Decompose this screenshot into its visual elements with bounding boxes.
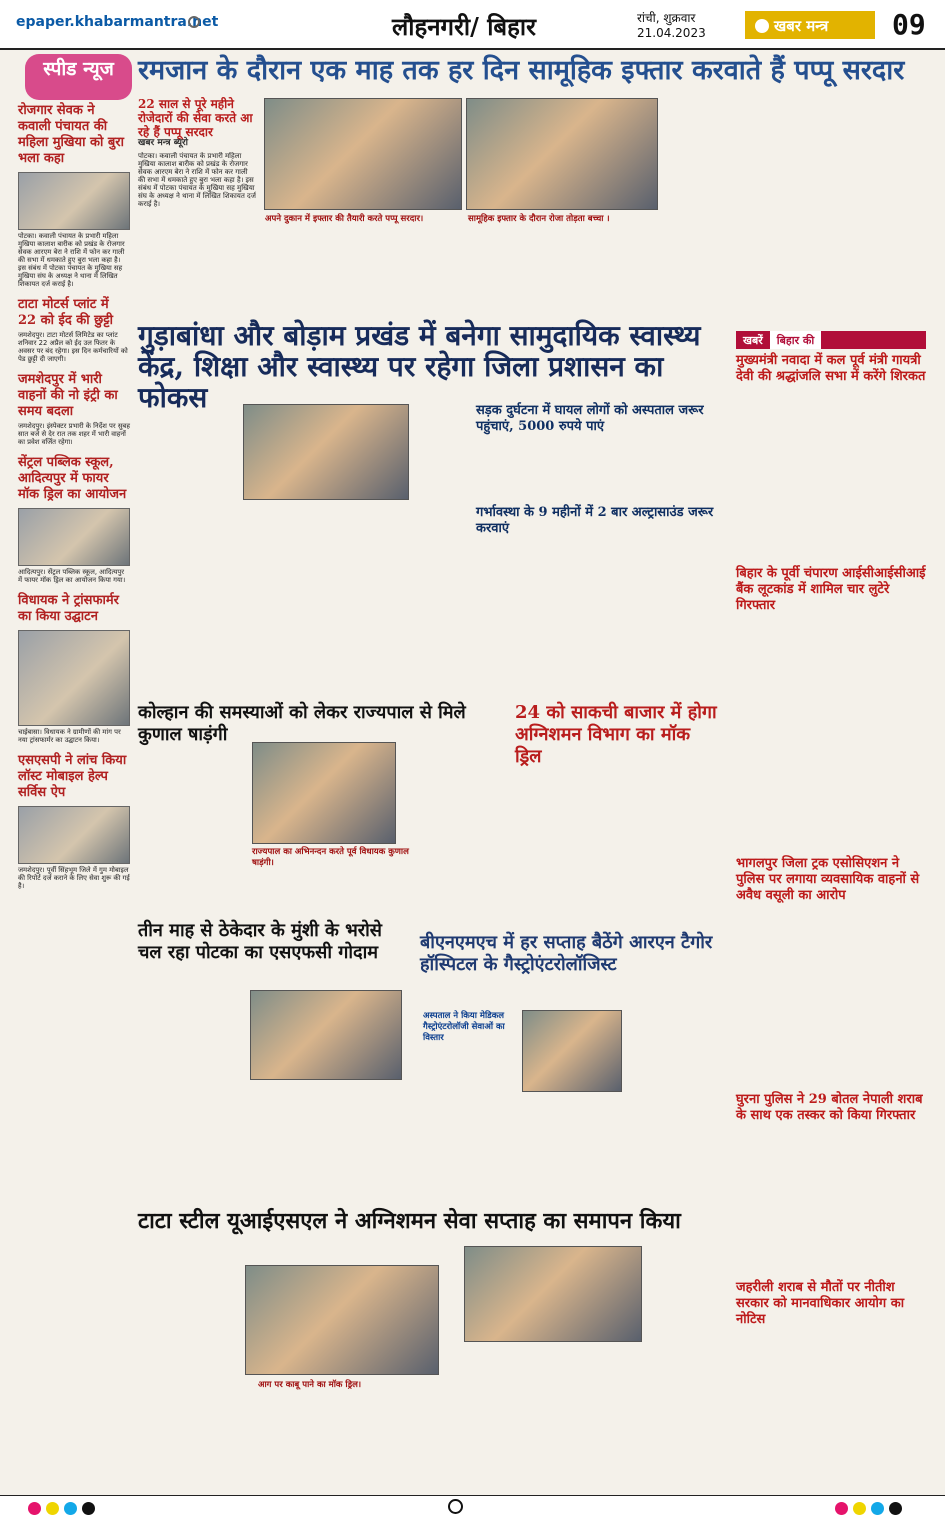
color-dot-icon bbox=[871, 1502, 884, 1515]
mockdrill-story-headline: 24 को साकची बाजार में होगा अग्निशमन विभाग का मॉक ड्रिल bbox=[515, 702, 717, 767]
color-dot-icon bbox=[28, 1502, 41, 1515]
bihar-headline-liquor: जहरीली शराब से मौतों पर नीतीश सरकार को मानवाधिकार आयोग का नोटिस bbox=[736, 1280, 905, 1327]
left-story-title: एसएसपी ने लांच किया लॉस्ट मोबाइल हेल्प सर्विस ऐप bbox=[18, 753, 127, 800]
speed-news-badge: स्पीड न्यूज bbox=[25, 54, 132, 100]
left-story-body: जमशेदपुर। टाटा मोटर्स लिमिटेड का प्लांट शनिवार 22 अप्रैल को ईद उल फितर के अवसर पर बंद रहेगा। इस दिन कर्मचारियों को पेड छुट्टी दी जाएगी। bbox=[18, 331, 128, 363]
top-story-subhead: 22 साल से पूरे महीने रोजेदारों की सेवा करते आ रहे हैं पप्पू सरदार bbox=[138, 97, 253, 139]
hospital-story-headline: बीएनएमएच में हर सप्ताह बैठेंगे आरएन टैगोर हॉस्पिटल के गैस्ट्रोएंटरोलॉजिस्ट bbox=[420, 932, 713, 975]
page-number: 09 bbox=[892, 8, 926, 41]
left-story-body: जमशेदपुर। इंस्पेक्टर प्रभारी के निर्देश पर सुबह सात बजे से देर रात तक शहर में भारी वाहनों का प्रवेश वर्जित रहेगा। bbox=[18, 422, 130, 446]
brand-logo-icon bbox=[755, 19, 769, 33]
accident-story-headline: सड़क दुर्घटना में घायल लोगों को अस्पताल जरूर पहुंचाएं, 5000 रुपये पाएं bbox=[476, 403, 704, 434]
left-story-body: चाईबासा। विधायक ने ग्रामीणों की मांग पर नया ट्रांसफार्मर का उद्घाटन किया। bbox=[18, 728, 121, 744]
governor-photo bbox=[252, 742, 396, 844]
hospital-photo bbox=[522, 1010, 622, 1092]
tata-steel-photo-1 bbox=[245, 1265, 439, 1375]
left-story-title: विधायक ने ट्रांसफार्मर का किया उद्घाटन bbox=[18, 593, 119, 624]
left-story-title: जमशेदपुर में भारी वाहनों की नो इंट्री का समय बदला bbox=[18, 372, 118, 419]
pointer-icon bbox=[188, 16, 200, 28]
left-news-column bbox=[18, 103, 130, 1473]
godown-photo bbox=[250, 990, 402, 1080]
color-dot-icon bbox=[853, 1502, 866, 1515]
mockdrill-photo-caption: आग पर काबू पाने का मॉक ड्रिल। bbox=[258, 1380, 362, 1390]
district-banner-headline: गुड़ाबांधा और बोड़ाम प्रखंड में बनेगा सामुदायिक स्वास्थ्य केंद्र, शिक्षा और स्वास्थ्य पर रहेगा जिला प्रशासन का फोकस bbox=[138, 319, 701, 414]
godown-story-headline: तीन माह से ठेकेदार के मुंशी के भरोसे चल रहा पोटका का एसएफसी गोदाम bbox=[138, 920, 382, 963]
top-story-photo-1 bbox=[264, 98, 462, 210]
bihar-headline-nitish: मुख्यमंत्री नवादा में कल पूर्व मंत्री गायत्री देवी की श्रद्धांजलि सभा में करेंगे शिरकत bbox=[736, 353, 926, 384]
tata-steel-photo-2 bbox=[464, 1246, 642, 1342]
governor-story-headline: कोल्हान की समस्याओं को लेकर राज्यपाल से मिले कुणाल षाड़ंगी bbox=[138, 702, 466, 745]
photo-caption-2: सामूहिक इफ्तार के दौरान रोजा तोड़ता बच्चा । bbox=[468, 214, 610, 224]
bihar-headline-bhagalpur: भागलपुर जिला ट्रक एसोसिएशन ने पुलिस पर लगाया व्यवसायिक वाहनों से अवैध वसूली का आरोप bbox=[736, 856, 920, 903]
left-story-title: टाटा मोटर्स प्लांट में 22 को ईद की छुट्टी bbox=[18, 297, 114, 328]
left-story-photo bbox=[18, 508, 130, 566]
governor-photo-caption: राज्यपाल का अभिनन्दन करते पूर्व विधायक कुणाल षाड़ंगी। bbox=[252, 847, 409, 868]
registration-mark-icon bbox=[448, 1499, 463, 1514]
photo-caption-1: अपने दुकान में इफ्तार की तैयारी करते पप्पू सरदार। bbox=[265, 214, 424, 224]
bihar-headline-icici: बिहार के पूर्वी चंपारण आईसीआईसीआई बैंक लूटकांड में शामिल चार लुटेरे गिरफ्तार bbox=[736, 566, 926, 613]
color-dot-icon bbox=[64, 1502, 77, 1515]
brand-name: खबर मन्त्र bbox=[774, 17, 829, 35]
left-story-body: जमशेदपुर। पूर्वी सिंहभूम जिले में गुम मोबाइल की रिपोर्ट दर्ज कराने के लिए सेवा शुरू की गई है। bbox=[18, 866, 130, 890]
color-dot-icon bbox=[82, 1502, 95, 1515]
bihar-headline-ghurana: घुरना पुलिस ने 29 बोतल नेपाली शराब के साथ एक तस्कर को किया गिरफ्तार bbox=[736, 1092, 923, 1123]
top-story-byline: खबर मन्त्र ब्यूरो bbox=[138, 138, 188, 148]
color-dot-icon bbox=[835, 1502, 848, 1515]
page-footer bbox=[0, 1495, 945, 1517]
article-text: पोटका। कवाली पंचायत के प्रभारी महिला मुखिया कालाश बारीक को प्रखंड के रोजगार सेवक आरएम बेरा ने राशि में फोन कर गाली की सभा में धमकाते हुए बुरा भला कहा है। इस संबंध में पोटका पंचायत के मुखिया सह मुखिया संघ के अध्यक्ष ने थाना में लिखित शिकायत दर्ज कराई है। bbox=[138, 152, 256, 208]
tata-steel-story-headline: टाटा स्टील यूआईएसएल ने अग्निशमन सेवा सप्ताह का समापन किया bbox=[138, 1208, 681, 1234]
left-story-photo bbox=[18, 172, 130, 230]
color-dot-icon bbox=[46, 1502, 59, 1515]
bihar-news-ticker bbox=[736, 331, 926, 349]
left-story-title: सेंट्रल पब्लिक स्कूल, आदित्यपुर में फायर मॉक ड्रिल का आयोजन bbox=[18, 455, 127, 502]
left-story-title: रोजगार सेवक ने कवाली पंचायत की महिला मुखिया को बुरा भला कहा bbox=[18, 103, 124, 166]
date-place bbox=[637, 11, 706, 41]
left-story-body: आदित्यपुर। सेंट्रल पब्लिक स्कूल, आदित्यपुर में फायर मॉक ड्रिल का आयोजन किया गया। bbox=[18, 568, 126, 584]
top-story-photo-2 bbox=[466, 98, 658, 210]
brand-logo bbox=[745, 11, 875, 39]
ticker-section: बिहार की bbox=[770, 331, 821, 349]
ticker-label: खबरें bbox=[743, 334, 763, 347]
page-header bbox=[0, 0, 945, 50]
pregnancy-story-headline: गर्भावस्था के 9 महीनों में 2 बार अल्ट्रासाउंड जरूर करवाएं bbox=[476, 505, 714, 536]
color-dot-icon bbox=[889, 1502, 902, 1515]
issue-date: 21.04.2023 bbox=[637, 26, 706, 40]
city-day: रांची, शुक्रवार bbox=[637, 11, 696, 25]
top-story-headline: रमजान के दौरान एक माह तक हर दिन सामूहिक इफ्तार करवाते हैं पप्पू सरदार bbox=[138, 55, 905, 86]
section-name: लौहनगरी/ बिहार bbox=[392, 12, 536, 41]
left-story-body: पोटका। कवाली पंचायत के प्रभारी महिला मुखिया कालाश बारीक को प्रखंड के रोजगार सेवक आरएम बेरा ने राशि में फोन कर गाली की सभा में धमकाते हुए बुरा भला कहा है। इस संबंध में पोटका पंचायत के मुखिया सह मुखिया संघ के अध्यक्ष ने थाना में लिखित शिकायत दर्ज कराई है। bbox=[18, 232, 125, 288]
site-url[interactable]: epaper.khabarmantra.net bbox=[16, 14, 219, 30]
left-story-photo bbox=[18, 806, 130, 864]
hospital-expansion-heading: अस्पताल ने किया मेडिकल गैस्ट्रोएंटरोलॉजी सेवाओं का विस्तार bbox=[423, 1011, 505, 1043]
meeting-photo bbox=[243, 404, 409, 500]
left-story-photo bbox=[18, 630, 130, 726]
